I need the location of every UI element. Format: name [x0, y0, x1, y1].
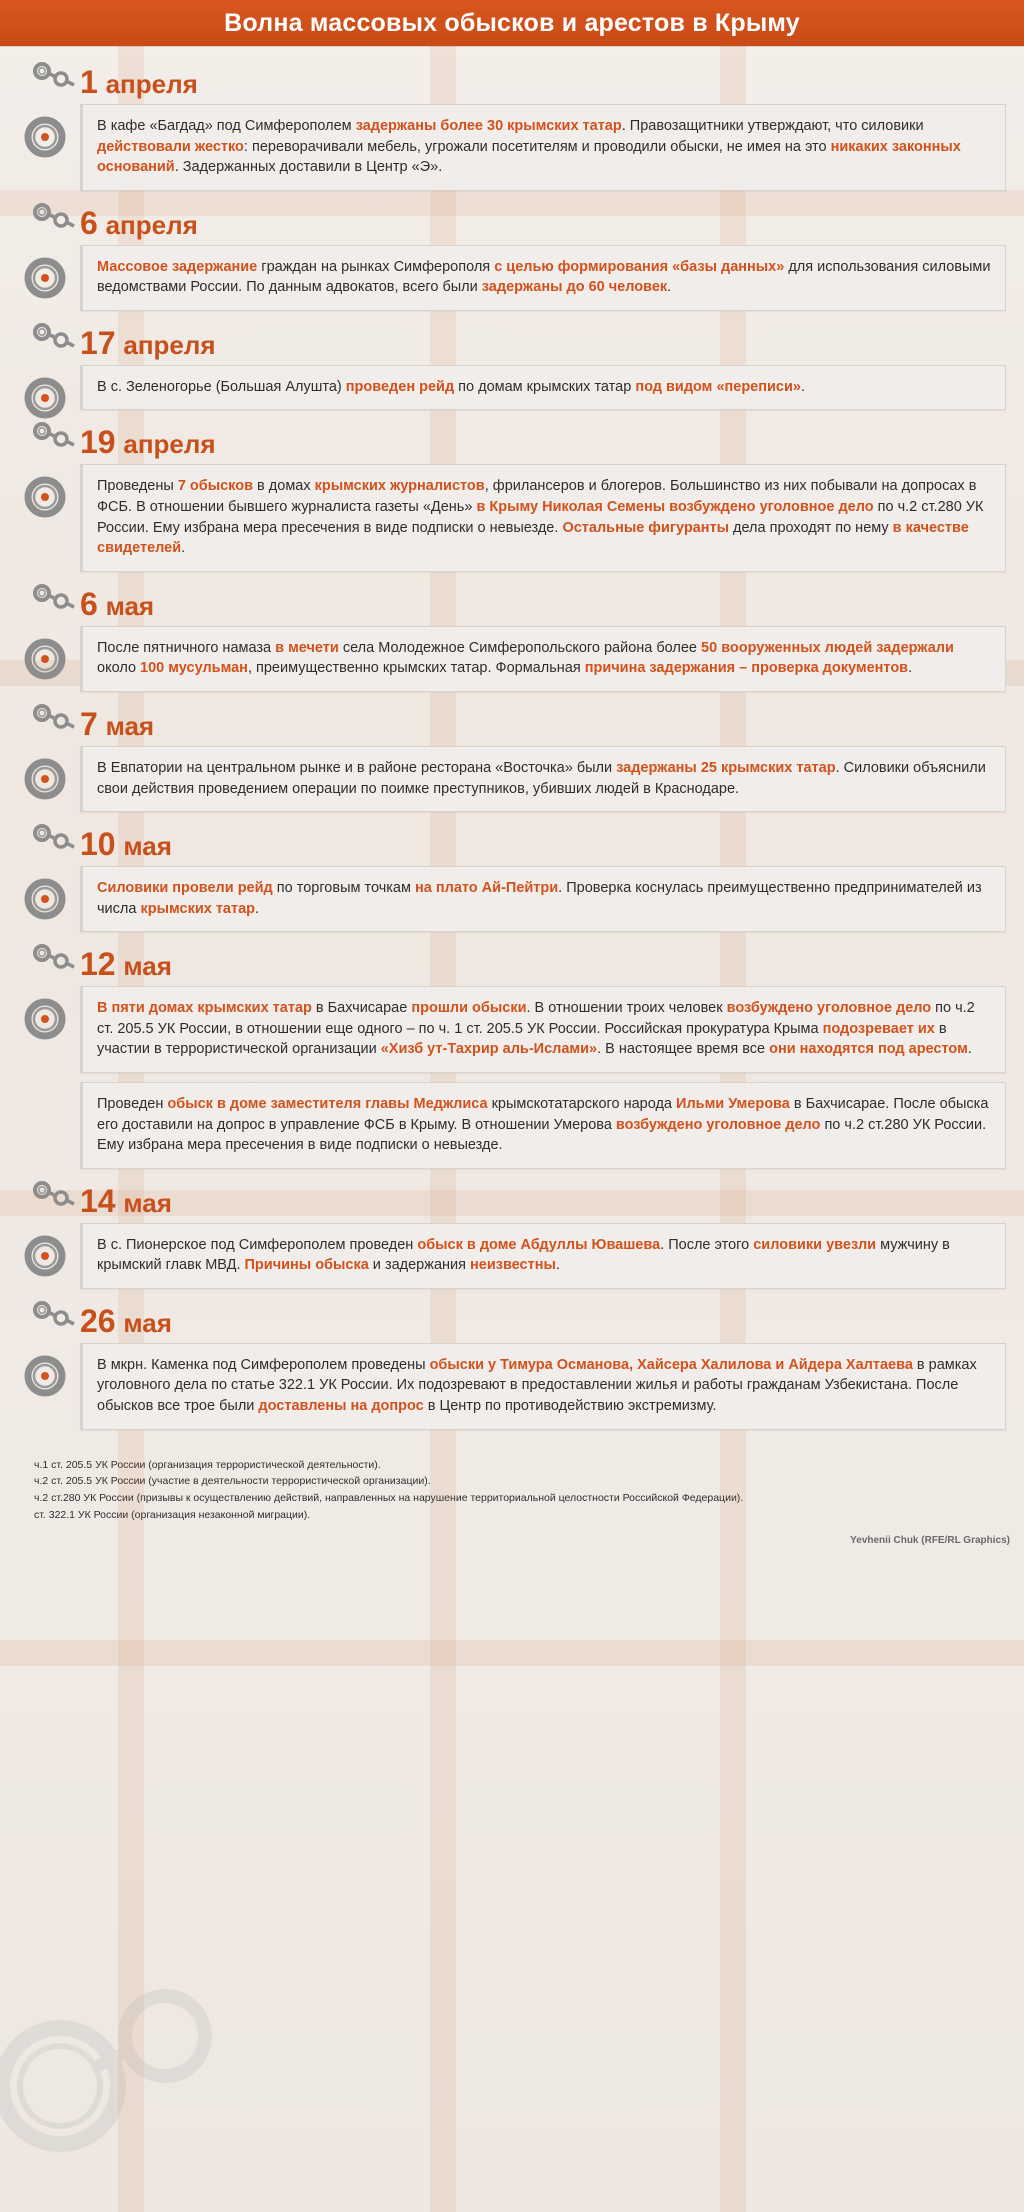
entry-day: 7: [80, 705, 98, 742]
entry-month: мая: [123, 831, 172, 862]
timeline: [0, 46, 1024, 1430]
body-text: и задержания: [368, 1257, 470, 1274]
body-text: . Задержанных доставили в Центр «Э».: [174, 159, 443, 176]
body-text: Проведен: [97, 1095, 168, 1112]
timeline-entry: [18, 1299, 1006, 1430]
body-text: .: [667, 279, 672, 296]
body-text: В мкрн. Каменка под Симферополем проведены: [97, 1356, 430, 1373]
entry-body: [18, 365, 1006, 411]
timeline-entry: [18, 60, 1006, 191]
highlighted-text: возбуждено уголовное дело: [615, 1116, 821, 1133]
chain-icon: [32, 422, 80, 462]
footnote-item: ст. 322.1 УК России (организация незаконной миграции).: [34, 1508, 311, 1521]
highlighted-text: 100 мусульман: [140, 660, 248, 677]
entry-body: [18, 464, 1006, 571]
body-text: В с. Пионерское под Симферополем проведен: [97, 1236, 418, 1253]
highlighted-text: обыск в доме Абдуллы Ювашева: [417, 1236, 661, 1253]
highlighted-text: Массовое задержание: [97, 258, 258, 275]
body-text: дела проходят по нему: [728, 519, 893, 536]
entry-month: апреля: [105, 209, 198, 240]
entry-month: мая: [123, 951, 172, 982]
entry-body: [18, 1343, 1006, 1430]
entry-date-row: [80, 321, 1006, 365]
highlighted-text: на плато Ай-Пейтри: [415, 880, 559, 897]
body-text: Проведены: [97, 478, 178, 495]
highlighted-text: проведен рейд: [345, 378, 455, 395]
entry-body: [18, 104, 1006, 191]
footnote-item: ч.2 ст. 205.5 УК России (участие в деятельности террористической организации).: [34, 1475, 431, 1488]
chain-icon: [32, 62, 80, 102]
highlighted-text: подозревает их: [822, 1020, 935, 1037]
entry-date-row: [80, 702, 1006, 746]
body-text: . В отношении троих человек: [526, 1000, 727, 1017]
highlighted-text: возбуждено уголовное дело: [726, 1000, 932, 1017]
body-text: .: [555, 1257, 560, 1274]
body-text: . После этого: [660, 1236, 754, 1253]
entry-card: [80, 1343, 1006, 1430]
handcuff-icon: [22, 1353, 68, 1399]
body-text: в участии в террористической организации: [97, 1020, 947, 1058]
highlighted-text: никаких законных оснований: [97, 138, 961, 176]
body-text: . В настоящее время все: [597, 1041, 770, 1058]
entry-card: [80, 746, 1006, 812]
handcuff-icon: [22, 255, 68, 301]
highlighted-text: под видом «переписи»: [635, 378, 801, 395]
entry-month: апреля: [105, 69, 198, 99]
body-text: .: [800, 378, 805, 395]
entry-date-label: [80, 204, 198, 241]
entry-day: 10: [80, 826, 116, 863]
entry-day: 19: [80, 424, 116, 461]
handcuff-icon: [22, 996, 68, 1042]
highlighted-text: Ильми Умерова: [676, 1095, 790, 1112]
highlighted-text: крымских журналистов: [314, 478, 485, 495]
handcuff-icon: [22, 114, 68, 160]
highlighted-text: прошли обыски: [411, 1000, 527, 1017]
entry-day: 14: [80, 1182, 116, 1219]
highlighted-text: Остальные фигуранты: [562, 519, 729, 536]
body-text: : переворачивали мебель, угрожали посетителям и проводили обыски, не имея на это: [243, 138, 831, 155]
entry-body: [18, 746, 1006, 812]
timeline-entry: [18, 942, 1006, 1168]
highlighted-text: обыск в доме заместителя главы Меджлиса: [167, 1095, 488, 1112]
timeline-entry: [18, 420, 1006, 571]
body-text: по торговым точкам: [272, 880, 415, 897]
entry-month: апреля: [123, 329, 216, 360]
page-title: Волна массовых обысков и арестов в Крыму: [224, 8, 800, 37]
handcuffs-watermark: [0, 1966, 220, 2166]
chain-icon: [32, 584, 80, 624]
handcuff-icon: [22, 375, 68, 421]
entry-month: мая: [105, 710, 155, 741]
highlighted-text: 50 вооруженных людей задержали: [701, 639, 954, 656]
timeline-entry: [18, 321, 1006, 411]
footnotes: [0, 1448, 1024, 1531]
entry-body: [18, 626, 1006, 692]
highlighted-text: причина задержания – проверка документов: [584, 660, 909, 677]
body-text: После пятничного намаза: [97, 639, 276, 656]
highlighted-text: они находятся под арестом: [769, 1041, 968, 1058]
entry-date-row: [80, 1299, 1006, 1343]
body-text: .: [908, 660, 913, 677]
handcuff-icon: [22, 1233, 68, 1279]
entry-card: [80, 464, 1006, 571]
highlighted-text: Силовики провели рейд: [97, 880, 273, 897]
body-text: , фрилансеров и блогеров. Большинство из них побывали на допросах в ФСБ. В отношении бывшего журналиста газеты «День»: [97, 478, 977, 516]
body-text: . Силовики объяснили свои действия проведением операции по поимке преступников, убивших людей в Краснодаре.: [97, 759, 986, 797]
entry-month: апреля: [123, 429, 216, 460]
highlighted-text: задержаны более 30 крымских татар: [355, 118, 622, 134]
entry-date-label: [80, 66, 198, 98]
body-text: В кафе «Багдад» под Симферополем: [97, 118, 356, 134]
chain-icon: [32, 323, 80, 363]
highlighted-text: с целью формирования «базы данных»: [494, 258, 785, 275]
timeline-entry: [18, 582, 1006, 692]
entry-body: [18, 866, 1006, 932]
highlighted-text: силовики увезли: [753, 1236, 877, 1253]
entry-date-label: [80, 1182, 172, 1219]
entry-date-row: [80, 1179, 1006, 1223]
body-text: в Центр по противодействию экстремизму.: [423, 1398, 717, 1415]
body-text: мужчину в крымский главк МВД.: [97, 1236, 950, 1274]
entry-day: 1: [80, 64, 98, 100]
entry-card: [80, 1082, 1006, 1169]
entry-month: мая: [123, 1307, 172, 1338]
highlighted-text: неизвестны: [470, 1257, 556, 1274]
entry-date-row: [80, 822, 1006, 866]
body-text: села Молодежное Симферопольского района более: [338, 639, 702, 656]
chain-icon: [32, 203, 80, 243]
body-text: . Проверка коснулась преимущественно предпринимателей из числа: [97, 880, 982, 917]
entry-body: [18, 1223, 1006, 1289]
highlighted-text: 7 обысков: [177, 478, 254, 495]
page-header: [0, 0, 1024, 46]
body-text: по ч.2 ст.280 УК России. Ему избрана мера пресечения в виде подписки о невыезде.: [97, 1116, 987, 1154]
highlighted-text: задержаны до 60 человек: [481, 279, 668, 296]
entry-month: мая: [105, 590, 155, 621]
handcuff-icon: [22, 756, 68, 802]
entry-body: [18, 245, 1006, 311]
body-text: . Правозащитники утверждают, что силовики: [621, 118, 924, 134]
timeline-entry: [18, 1179, 1006, 1289]
body-text: по ч.2 ст.280 УК России. Ему избрана мера пресечения в виде подписки о невыезде.: [97, 499, 984, 536]
highlighted-text: в качестве свидетелей: [97, 519, 969, 557]
entry-month: мая: [123, 1187, 172, 1218]
entry-card: [80, 626, 1006, 692]
highlighted-text: «Хизб ут-Тахрир аль-Ислами»: [380, 1041, 598, 1058]
entry-day: 12: [80, 946, 116, 983]
entry-day: 6: [80, 585, 98, 622]
highlighted-text: крымских татар: [140, 900, 256, 917]
entry-card: [80, 245, 1006, 311]
highlighted-text: в Крыму Николая Семены возбуждено уголовное дело: [476, 499, 874, 516]
entry-date-label: [80, 585, 155, 622]
body-text: В с. Зеленогорье (Большая Алушта): [97, 378, 346, 395]
body-text: граждан на рынках Симферополя: [257, 258, 495, 275]
body-text: около: [97, 660, 141, 677]
entry-card: [80, 986, 1006, 1073]
credit-line: Yevhenii Chuk (RFE/RL Graphics): [850, 1534, 1010, 1546]
handcuff-icon: [22, 636, 68, 682]
entry-card: [80, 1223, 1006, 1289]
footnote-item: ч.2 ст.280 УК России (призывы к осуществлению действий, направленных на нарушение территориальной целостности Российской Федерации).: [34, 1492, 744, 1505]
body-text: .: [967, 1041, 972, 1058]
entry-date-label: [80, 826, 172, 863]
body-text: в рамках уголовного дела по статье 322.1 УК России.: [97, 1356, 977, 1394]
body-text: по домам крымских татар: [454, 378, 636, 395]
entry-date-label: [80, 424, 216, 461]
entry-day: 26: [80, 1302, 116, 1339]
entry-date-row: [80, 201, 1006, 245]
body-text: для использования силовыми ведомствами России. По данным адвокатов, всего были: [97, 258, 991, 296]
body-text: .: [255, 900, 260, 917]
entry-date-row: [80, 582, 1006, 626]
handcuff-icon: [22, 876, 68, 922]
entry-date-row: [80, 60, 1006, 104]
footnote-item: ч.1 ст. 205.5 УК России (организация террористической деятельности).: [34, 1458, 381, 1471]
chain-icon: [32, 944, 80, 984]
entry-date-label: [80, 946, 172, 983]
body-text: в Бахчисарае: [311, 1000, 412, 1017]
timeline-entry: [18, 201, 1006, 311]
chain-icon: [32, 1181, 80, 1221]
entry-card: [80, 104, 1006, 191]
entry-date-label: [80, 1302, 172, 1339]
entry-date-label: [80, 705, 155, 742]
handcuff-icon: [22, 474, 68, 520]
highlighted-text: в мечети: [275, 639, 339, 656]
chain-icon: [32, 1301, 80, 1341]
body-text: крымскотатарского народа: [487, 1095, 677, 1112]
entry-date-label: [80, 324, 216, 361]
highlighted-text: задержаны 25 крымских татар: [616, 759, 836, 776]
body-text: В Евпатории на центральном рынке и в районе ресторана «Восточка» были: [97, 759, 617, 776]
timeline-entry: [18, 702, 1006, 812]
body-text: в домах: [253, 478, 315, 495]
highlighted-text: Причины обыска: [244, 1257, 369, 1274]
body-text: , преимущественно крымских татар. Формальная: [247, 660, 585, 677]
entry-date-row: [80, 420, 1006, 464]
body-text: После обысков все трое были: [97, 1377, 959, 1415]
body-text: по ч.2 ст. 205.5 УК России, в отношении еще одного – по ч. 1 ст. 205.5 УК России. Российская прокуратура Крыма: [97, 1000, 975, 1037]
body-text: в Бахчисарае. После обыска его доставили на допрос в управление ФСБ в Крыму. В отношении Умерова: [97, 1095, 989, 1133]
entry-day: 6: [80, 204, 98, 241]
chain-icon: [32, 824, 80, 864]
highlighted-text: доставлены на допрос: [258, 1398, 424, 1415]
highlighted-text: В пяти домах крымских татар: [97, 1000, 312, 1017]
entry-card: [80, 866, 1006, 932]
highlighted-text: обыски у Тимура Османова, Хайсера Халилова и Айдера Халтаева: [429, 1356, 913, 1373]
highlighted-text: действовали жестко: [97, 138, 244, 155]
body-text: Их подозревают в предоставлении жилья и работы гражданам Узбекистана.: [392, 1377, 912, 1394]
timeline-entry: [18, 822, 1006, 932]
entry-card: [80, 365, 1006, 411]
entry-date-row: [80, 942, 1006, 986]
chain-icon: [32, 704, 80, 744]
entry-body: [18, 986, 1006, 1168]
body-text: .: [181, 540, 186, 557]
entry-day: 17: [80, 324, 116, 361]
